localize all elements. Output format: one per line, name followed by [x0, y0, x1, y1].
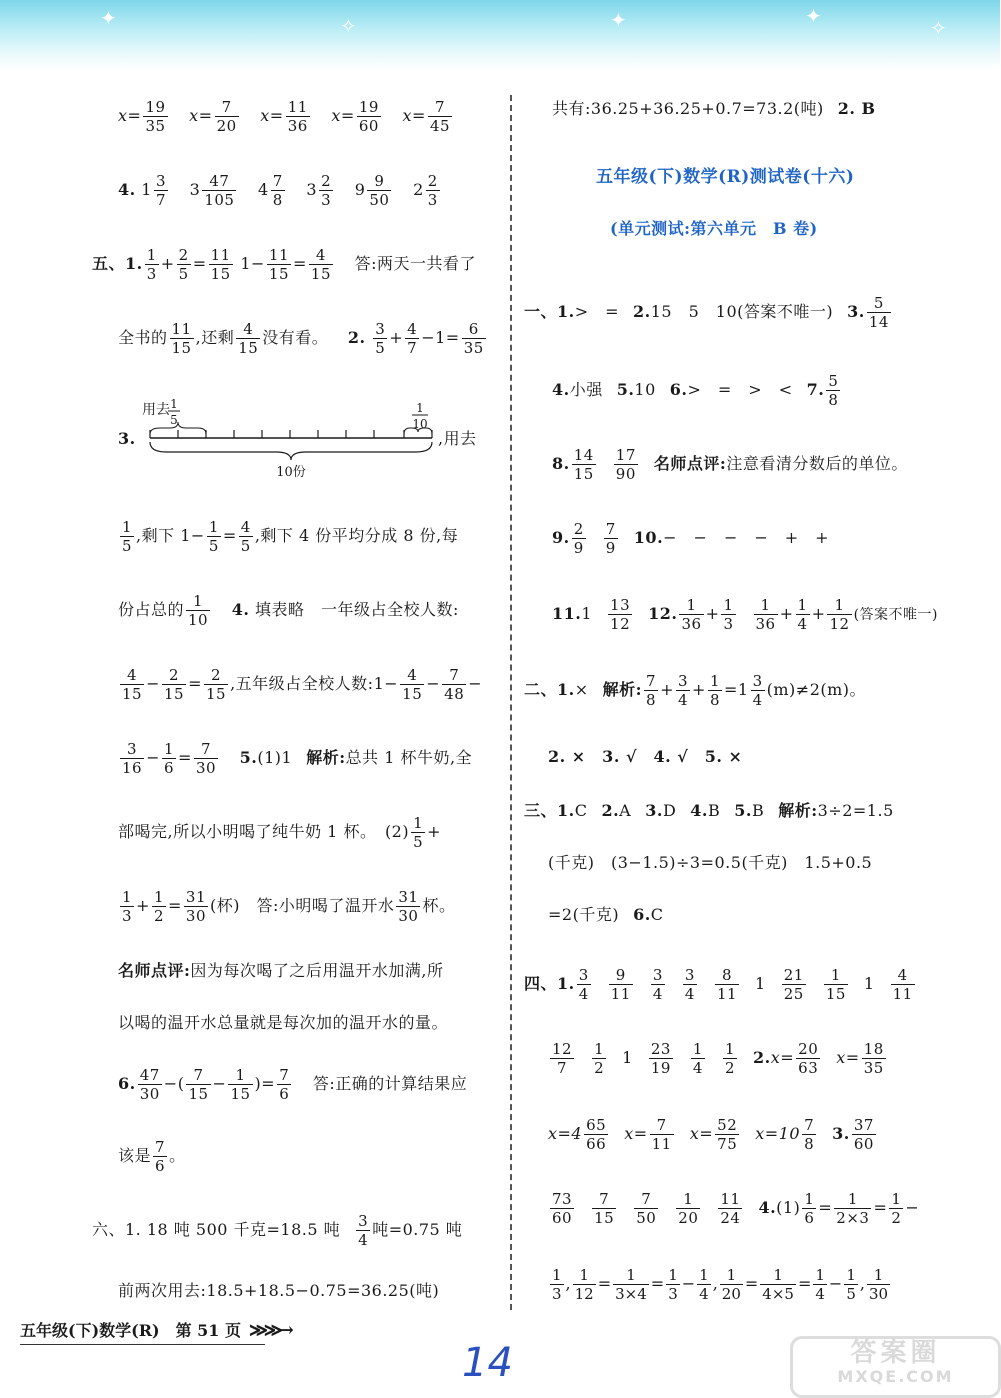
- answer-line: 6. $\frac{47}{30}$ −( $\frac{7}{15}$ − $\frac{1}{15}$ )= $\frac{7}{6}$ 答:正确的计算结果应: [118, 1066, 468, 1103]
- top-decorative-band: [0, 0, 1000, 70]
- used-label: 用去: [142, 402, 170, 418]
- answer-line: $\frac{3}{16}$ − $\frac{1}{6}$ = $\frac{7}{30}$ 5.(1)1 解析:总共 1 杯牛奶,全: [122, 740, 473, 777]
- answer-line: x=4 $\frac{65}{66}$ x= $\frac{7}{11}$ x= $\frac{52}{75}$ x=10 $\frac{7}{8}$ 3. $\frac{37}{60}$: [548, 1116, 874, 1153]
- answer-line: x= $\frac{19}{35}$ x= $\frac{7}{20}$ x= $\frac{11}{36}$ x= $\frac{19}{60}$ x= $\frac{7}{45}$: [118, 98, 451, 135]
- svg-text:10: 10: [412, 417, 428, 431]
- answer-line: 该是 $\frac{7}{6}$ 。: [118, 1138, 186, 1175]
- fraction: $\frac{19}{60}$: [358, 98, 379, 135]
- column-divider: [510, 95, 512, 1310]
- sparkle-icon: ✦: [805, 4, 822, 28]
- answer-line: 11.1 $\frac{13}{12}$ 12. $\frac{1}{36}$ + $\frac{1}{3}$ $\frac{1}{36}$ + $\frac{1}{4}$ + $\frac{1}{12}$ (答案不唯一): [552, 596, 938, 633]
- fraction: $\frac{19}{35}$: [145, 98, 166, 135]
- svg-text:1: 1: [416, 401, 424, 415]
- answer-line: =2(千克) 6.C: [548, 905, 664, 924]
- answer-line: 8. $\frac{14}{15}$ $\frac{17}{90}$ 名师点评:注意看清分数后的单位。: [552, 446, 908, 483]
- answer-line: 全书的 $\frac{11}{15}$ ,还剩 $\frac{4}{15}$ 没有看。 2. $\frac{3}{5}$ + $\frac{4}{7}$ −1= $\frac{6}{35}$: [118, 320, 484, 357]
- answer-line: 4. 1 $\frac{3}{7}$ 3 $\frac{47}{105}$ 4 $\frac{7}{8}$ 3 $\frac{2}{3}$ 9 $\frac{9}{50}$ 2 $\frac{2}{3}$: [118, 172, 438, 209]
- fraction: $\frac{11}{36}$: [287, 98, 308, 135]
- answer-line: $\frac{73}{60}$ $\frac{7}{15}$ $\frac{7}{50}$ $\frac{1}{20}$ $\frac{11}{24}$ 4.(1) $\frac{1}{6}$ = $\frac{1}{2\times 3}$ = $\frac{1}{2}$ −: [552, 1190, 920, 1227]
- page-footer: [20, 1318, 290, 1341]
- tick-marks: [150, 430, 432, 438]
- test-title: 五年级(下)数学(R)测试卷(十六): [596, 167, 855, 187]
- question-number: 3.: [118, 429, 136, 448]
- answer-line: 前两次用去:18.5+18.5−0.75=36.25(吨): [118, 1281, 440, 1300]
- answer-line: 4.小强 5.10 6.> = > < 7. $\frac{5}{8}$: [552, 372, 839, 409]
- handwritten-page-number: 14: [462, 1340, 513, 1386]
- answer-line: $\frac{1}{3}$ , $\frac{1}{12}$ = $\frac{1}{3\times 4}$ = $\frac{1}{3}$ − $\frac{1}{4}$ , $\frac{1}{20}$ = $\frac{1}{4\times 5}$ = $\frac{1}{4}$ − $\frac{1}{5}$ , $\frac{1}{30}$: [552, 1266, 889, 1303]
- comment-line: 以喝的温开水总量就是每次加的温开水的量。: [118, 1013, 449, 1032]
- sparkle-icon: ✧: [340, 14, 357, 38]
- answer-line: $\frac{4}{15}$ − $\frac{2}{15}$ = $\frac{2}{15}$ ,五年级占全校人数:1− $\frac{4}{15}$ − $\frac{7}{48}$ −: [122, 666, 483, 703]
- segment-diagram: [142, 397, 436, 480]
- sparkle-icon: ✦: [100, 6, 117, 30]
- footer-label: 五年级(下)数学(R) 第 51 页: [20, 1321, 241, 1340]
- answer-line: 2. × 3. √ 4. √ 5. ×: [548, 747, 743, 766]
- test-subtitle: (单元测试:第六单元 B 卷): [610, 219, 818, 238]
- answer-line: 一、1.> = 2.15 5 10(答案不唯一) 3. $\frac{5}{14}$: [524, 294, 889, 331]
- answer-line: (千克) (3−1.5)÷3=0.5(千克) 1.5+0.5: [548, 853, 873, 872]
- svg-text:1: 1: [170, 397, 178, 411]
- answer-line: 共有:36.25+36.25+0.7=73.2(吨) 2. B: [552, 99, 876, 118]
- answer-line: 六、1. 18 吨 500 千克=18.5 吨 $\frac{3}{4}$ 吨=0.75 吨: [92, 1212, 463, 1249]
- answer-line: 四、1. $\frac{3}{4}$ $\frac{9}{11}$ $\frac{3}{4}$ $\frac{3}{4}$ $\frac{8}{11}$ 1 $\frac{21}{25}$ $\frac{1}{15}$ 1 $\frac{4}{11}$: [524, 966, 913, 1003]
- answer-line: 份占总的 $\frac{1}{10}$ 4. 填表略 一年级占全校人数:: [118, 592, 459, 629]
- comment-line: 名师点评:因为每次喝了之后用温开水加满,所: [118, 961, 444, 980]
- footer-underline: [20, 1344, 265, 1345]
- sparkle-icon: ✧: [930, 16, 947, 40]
- answer-line: 五、1. $\frac{1}{3}$ + $\frac{2}{5}$ = $\frac{11}{15}$ 1− $\frac{11}{15}$ = $\frac{4}{15}$ 答:两天一共看了: [92, 246, 476, 283]
- answer-line: $\frac{1}{5}$ ,剩下 1− $\frac{1}{5}$ = $\frac{4}{5}$ ,剩下 4 份平均分成 8 份,每: [122, 518, 459, 555]
- svg-text:5: 5: [170, 413, 178, 427]
- total-label: 10份: [276, 465, 306, 480]
- answer-line: 二、1.× 解析: $\frac{7}{8}$ + $\frac{3}{4}$ + $\frac{1}{8}$ =1 $\frac{3}{4}$ (m)≠2(m)。: [524, 672, 867, 709]
- answer-line: $\frac{12}{7}$ $\frac{1}{2}$ 1 $\frac{23}{19}$ $\frac{1}{4}$ $\frac{1}{2}$ 2.x= $\frac{20}{63}$ x= $\frac{18}{35}$: [552, 1040, 884, 1077]
- answer-line: 三、1.C 2.A 3.D 4.B 5.B 解析:3÷2=1.5: [524, 801, 894, 820]
- answer-line: $\frac{1}{3}$ + $\frac{1}{2}$ = $\frac{31}{30}$ (杯) 答:小明喝了温开水 $\frac{31}{30}$ 杯。: [122, 888, 456, 925]
- arrow-icon: ≫≫→: [249, 1320, 290, 1341]
- fraction: $\frac{7}{20}$: [216, 98, 237, 135]
- watermark-logo: 答案圈 MXQE.COM: [790, 1336, 1001, 1398]
- answer-line: 部喝完,所以小明喝了纯牛奶 1 杯。 (2) $\frac{1}{5}$ +: [118, 814, 442, 851]
- answer-line: 9. $\frac{2}{9}$ $\frac{7}{9}$ 10.− − − − + +: [552, 520, 830, 557]
- fraction: $\frac{7}{45}$: [429, 98, 451, 135]
- answer-line: ,用去: [438, 429, 477, 448]
- sparkle-icon: ✦: [610, 8, 627, 32]
